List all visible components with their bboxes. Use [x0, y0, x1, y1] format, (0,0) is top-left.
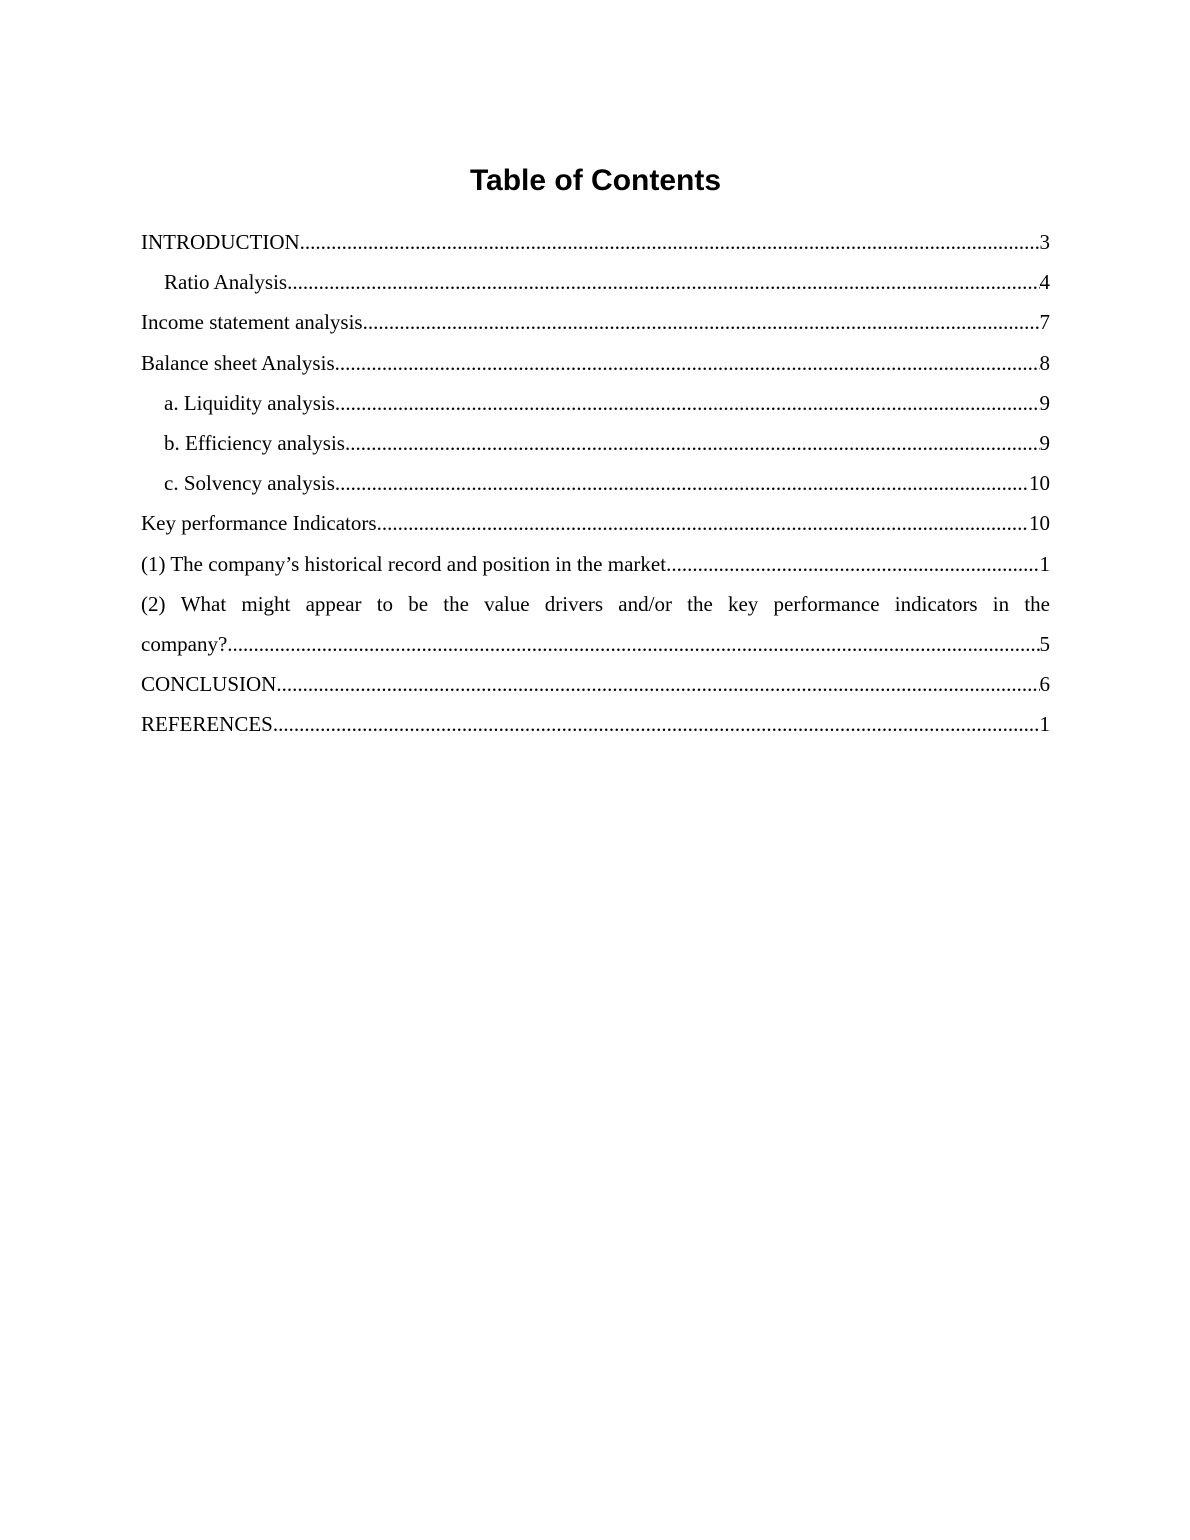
toc-entry-word: value [484, 591, 530, 616]
toc-entry-word: the [1024, 591, 1050, 616]
toc-leader-dots [363, 302, 1040, 342]
toc-entry-label-line2: company? [141, 631, 228, 656]
toc-entry-word: appear [305, 591, 362, 616]
toc-entry-line2 [141, 624, 1050, 664]
toc-entry-label: CONCLUSION [141, 672, 277, 697]
toc-leader-dots [287, 262, 1039, 302]
toc-leader-dots [300, 222, 1040, 262]
toc-leader-dots [335, 343, 1040, 383]
toc-entry-ratio-analysis[interactable] [141, 262, 1050, 302]
toc-entry-liquidity-analysis[interactable] [141, 383, 1050, 423]
toc-entry-label: Ratio Analysis [164, 270, 288, 295]
toc-entry-label: Income statement analysis [141, 310, 363, 335]
toc-page-number: 9 [1039, 430, 1050, 455]
toc-page-number: 3 [1039, 230, 1050, 254]
toc-entry-label: (1) The company’s historical record and position in the market [141, 551, 667, 576]
toc-entry-label: Balance sheet Analysis [141, 350, 335, 375]
toc-entry-word: the [443, 591, 469, 616]
toc-entry-value-drivers[interactable] [141, 584, 1050, 664]
toc-entry-word: in [992, 591, 1010, 616]
toc-entry-word: What [180, 591, 227, 616]
toc-entry-label: REFERENCES [141, 712, 273, 737]
toc-entry-solvency-analysis[interactable] [141, 463, 1050, 503]
toc-page-number: 4 [1039, 270, 1050, 295]
toc-page-number: 1 [1039, 551, 1050, 576]
toc-entry-key-performance-indicators[interactable] [141, 503, 1050, 543]
toc-leader-dots [666, 544, 1039, 584]
toc-page-number: 1 [1039, 712, 1050, 737]
toc-entry-label: INTRODUCTION [141, 230, 300, 254]
toc-entry-label: a. Liquidity analysis [164, 390, 335, 415]
toc-leader-dots [276, 664, 1039, 704]
toc-entry-historical-record[interactable] [141, 544, 1050, 584]
toc-entry-word: might [241, 591, 291, 616]
toc-entry-label: b. Efficiency analysis [164, 430, 345, 455]
toc-page-number: 9 [1039, 390, 1050, 415]
toc-list [141, 222, 1050, 744]
toc-leader-dots [377, 503, 1029, 543]
toc-page-number: 6 [1039, 672, 1050, 697]
toc-page-number: 10 [1029, 511, 1050, 536]
toc-entry-word: (2) [141, 591, 166, 616]
toc-leader-dots [345, 423, 1040, 463]
toc-entry-label: c. Solvency analysis [164, 471, 335, 496]
toc-entry-label-line1 [141, 584, 1050, 624]
toc-entry-references[interactable] [141, 704, 1050, 744]
toc-entry-word: to [376, 591, 394, 616]
toc-page-number: 7 [1039, 310, 1050, 335]
toc-entry-efficiency-analysis[interactable] [141, 423, 1050, 463]
toc-page-number: 5 [1039, 631, 1050, 656]
toc-entry-justified-words [141, 584, 1050, 624]
toc-entry-word: the [687, 591, 713, 616]
toc-entry-word: drivers [544, 591, 604, 616]
toc-entry-conclusion[interactable] [141, 664, 1050, 704]
toc-leader-dots [335, 463, 1029, 503]
toc-page-number: 8 [1039, 350, 1050, 375]
toc-entry-word: key [727, 591, 759, 616]
toc-leader-dots [335, 383, 1040, 423]
toc-entry-word: performance [773, 591, 880, 616]
toc-entry-label: Key performance Indicators [141, 511, 377, 536]
toc-entry-word: and/or [618, 591, 672, 616]
toc-page-number: 10 [1029, 471, 1050, 496]
toc-entry-balance-sheet-analysis[interactable] [141, 343, 1050, 383]
toc-title: Table of Contents [469, 164, 722, 197]
toc-leader-dots [227, 624, 1039, 664]
toc-leader-dots [273, 704, 1040, 744]
toc-entry-word: be [408, 591, 429, 616]
toc-entry-income-statement-analysis[interactable] [141, 302, 1050, 342]
toc-entry-introduction[interactable] [141, 222, 1050, 262]
toc-entry-word: indicators [894, 591, 978, 616]
